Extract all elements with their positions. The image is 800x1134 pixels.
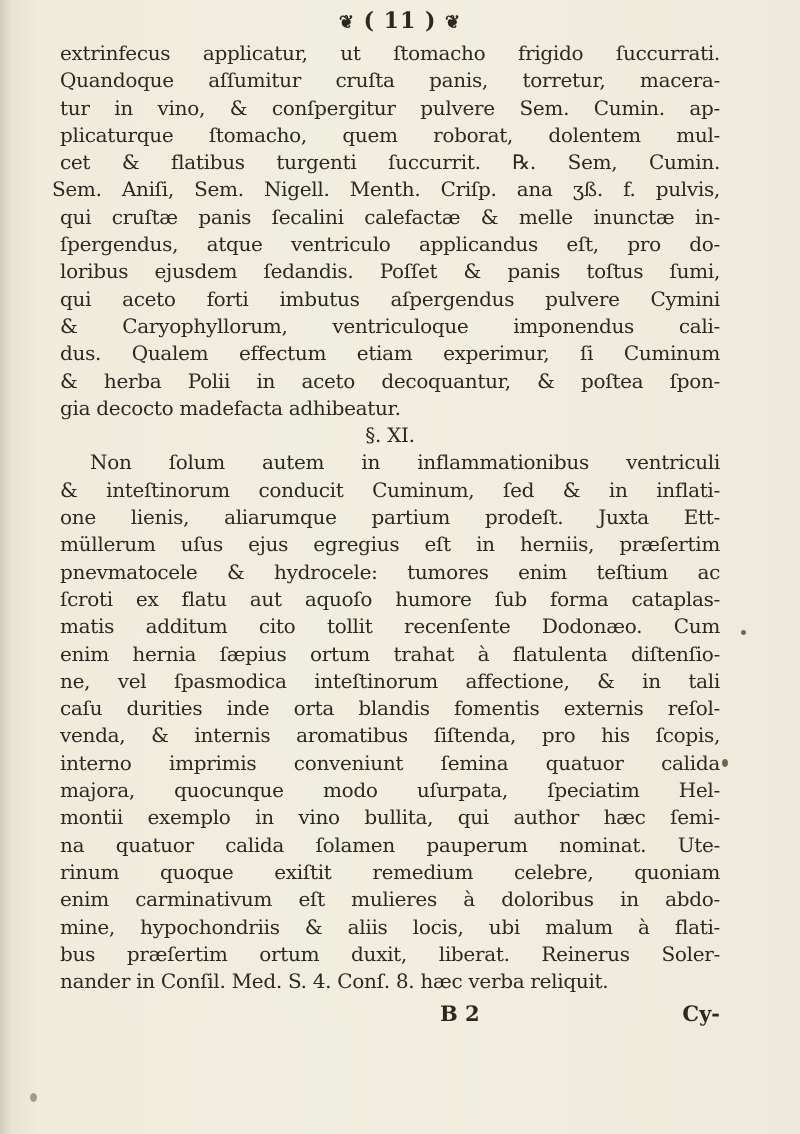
ornament-left-icon: ❦ — [338, 12, 355, 33]
text-line: cet & flatibus turgenti ſuccurrit. ℞. Sem, Cumin. — [60, 150, 720, 175]
text-line: nander in Conſil. Med. S. 4. Conſ. 8. hæc verba reliquit. — [60, 969, 609, 994]
text-line: majora, quocunque modo uſurpata, ſpeciatim Hel- — [60, 778, 720, 803]
text-line: caſu durities inde orta blandis fomentis externis reſol- — [60, 696, 720, 721]
text-line: venda, & internis aromatibus ſiſtenda, pro his ſcopis, — [60, 723, 720, 748]
page-footer — [60, 1000, 720, 1028]
ink-speck — [722, 759, 728, 767]
page-header — [0, 8, 800, 34]
text-line: müllerum uſus ejus egregius eſt in herniis, præſertim — [60, 532, 720, 557]
text-line: Quandoque aſſumitur cruſta panis, torretur, macera- — [60, 68, 720, 93]
text-line: one lienis, aliarumque partium prodeſt. Juxta Ett- — [60, 505, 720, 530]
text-line: enim carminativum eſt mulieres à doloribus in abdo- — [60, 887, 720, 912]
catchword: Cy- — [682, 1001, 720, 1026]
text-line: dus. Qualem effectum etiam experimur, ſi Cuminum — [60, 341, 720, 366]
body-text — [52, 40, 720, 995]
text-line: Non ſolum autem in inflammationibus ventriculi — [90, 450, 720, 475]
text-line: qui cruſtæ panis ſecalini calefactæ & melle inunctæ in- — [60, 204, 720, 229]
text-line: loribus ejusdem ſedandis. Poſſet & panis toſtus ſumi, — [60, 259, 720, 284]
text-line: ſpergendus, atque ventriculo applicandus eſt, pro do- — [60, 232, 720, 257]
text-line: rinum quoque exiſtit remedium celebre, quoniam — [60, 859, 720, 884]
text-line: ne, vel ſpasmodica inteſtinorum affectione, & in tali — [60, 668, 720, 693]
text-line: matis additum cito tollit recenſente Dodonæo. Cum — [60, 614, 720, 639]
page-number: ( 11 ) — [363, 8, 437, 34]
text-line: & Caryophyllorum, ventriculoque imponendus cali- — [60, 313, 720, 338]
text-line: qui aceto forti imbutus aſpergendus pulvere Cymini — [60, 286, 720, 311]
text-line: na quatuor calida ſolamen pauperum nominat. Ute- — [60, 832, 720, 857]
signature-mark: B 2 — [440, 1001, 480, 1026]
text-line: plicaturque ſtomacho, quem roborat, dolentem mul- — [60, 122, 720, 147]
section-heading: §. XI. — [365, 423, 415, 448]
text-line: enim hernia ſæpius ortum trahat à flatulenta diſtenſio- — [60, 641, 720, 666]
text-line: montii exemplo in vino bullita, qui author hæc ſemi- — [60, 805, 720, 830]
text-line: extrinfecus applicatur, ut ſtomacho frigido ſuccurrati. — [60, 41, 720, 65]
ink-speck — [30, 1093, 37, 1102]
text-line: tur in vino, & conſpergitur pulvere Sem. Cumin. ap- — [60, 95, 720, 120]
ornament-right-icon: ❦ — [445, 12, 462, 33]
text-line: pnevmatocele & hydrocele: tumores enim teſtium ac — [60, 559, 720, 584]
text-line: interno imprimis conveniunt ſemina quatuor calida — [60, 750, 720, 775]
text-line: gia decocto madefacta adhibeatur. — [60, 395, 401, 420]
text-line: Sem. Aniſi, Sem. Nigell. Menth. Criſp. ana ʒß. f. pulvis, — [52, 177, 720, 202]
text-line: bus præſertim ortum duxit, liberat. Reinerus Soler- — [60, 941, 720, 966]
text-line: mine, hypochondriis & aliis locis, ubi malum à flati- — [60, 914, 720, 939]
text-line: & herba Polii in aceto decoquantur, & poſtea ſpon- — [60, 368, 720, 393]
ink-speck — [741, 630, 746, 635]
text-line: & inteſtinorum conducit Cuminum, ſed & in inflati- — [60, 477, 720, 502]
binding-edge — [0, 0, 12, 1134]
text-line: ſcroti ex flatu aut aquoſo humore ſub forma cataplas- — [60, 586, 720, 611]
